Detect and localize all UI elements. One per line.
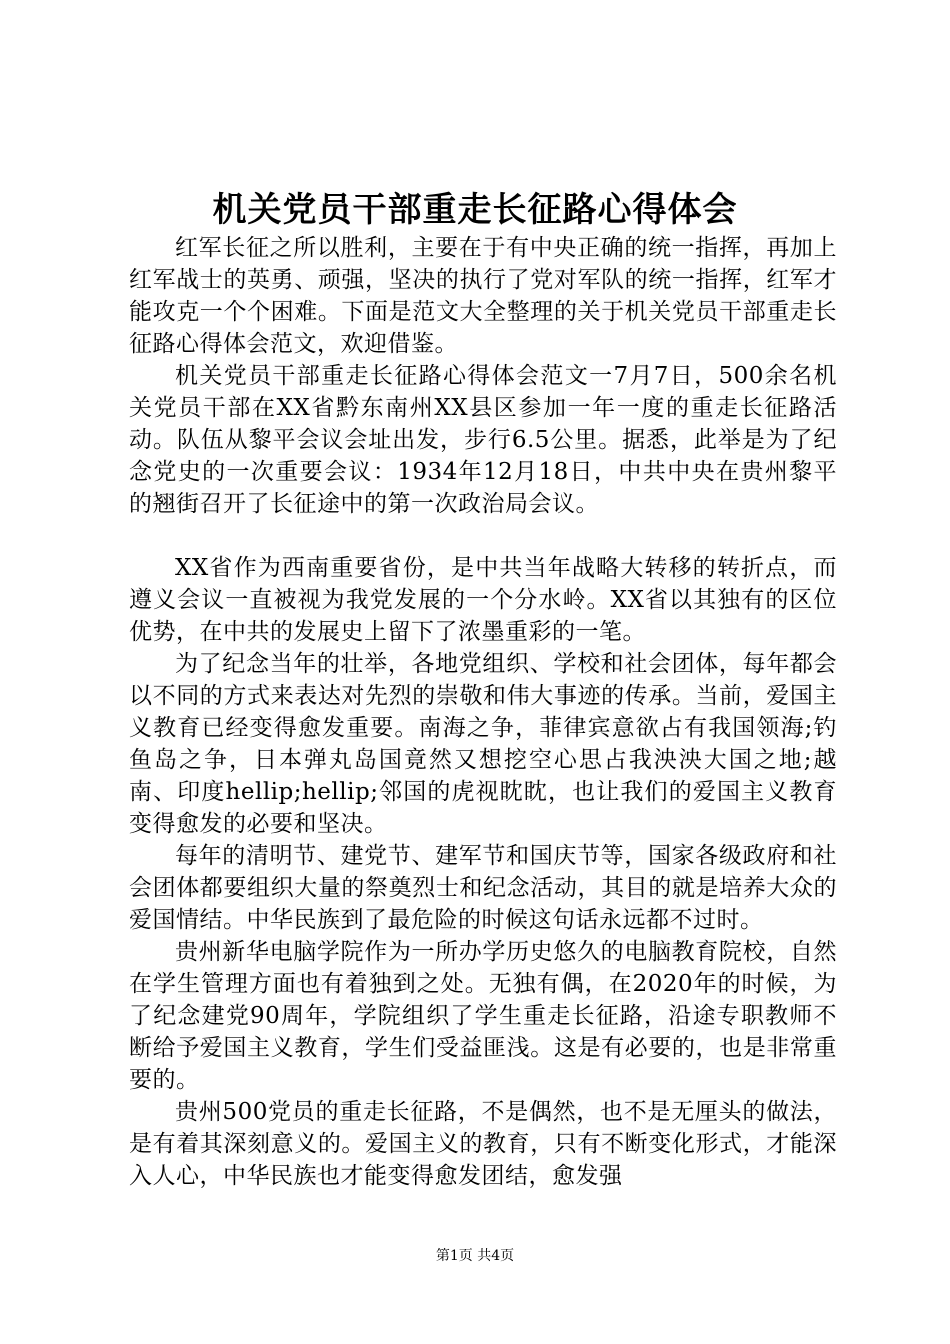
paragraph-essay-one-opening: 机关党员干部重走长征路心得体会范文一7月7日，500余名机关党员干部在XX省黔东南州XX县区参加一年一度的重走长征路活动。队伍从黎平会议会址出发，步行6.5公里。据悉，此举是为了纪念党史的一次重要会议：1934年12月18日，中共中央在贵州黎平的翘街召开了长征途中的第一次政治局会议。 bbox=[129, 363, 837, 517]
paragraph-holidays: 每年的清明节、建党节、建军节和国庆节等，国家各级政府和社会团体都要组织大量的祭奠烈士和纪念活动，其目的就是培养大众的爱国情结。中华民族到了最危险的时候这句话永远都不过时。 bbox=[129, 843, 837, 933]
paragraph-commemoration: 为了纪念当年的壮举，各地党组织、学校和社会团体，每年都会以不同的方式来表达对先烈的崇敬和伟大事迹的传承。当前，爱国主义教育已经变得愈发重要。南海之争，菲律宾意欲占有我国领海;钓鱼岛之争，日本弹丸岛国竟然又想挖空心思占我泱泱大国之地;越南、印度hellip;hellip;邻国的虎视眈眈，也让我们的爱国主义教育变得愈发的必要和坚决。 bbox=[129, 651, 837, 837]
page-number-footer: 第1页 共4页 bbox=[435, 1248, 515, 1264]
paragraph-province: XX省作为西南重要省份，是中共当年战略大转移的转折点，而遵义会议一直被视为我党发展的一个分水岭。XX省以其独有的区位优势，在中共的发展史上留下了浓墨重彩的一笔。 bbox=[129, 555, 837, 645]
document-title: 机关党员干部重走长征路心得体会 bbox=[212, 190, 738, 230]
paragraph-significance: 贵州500党员的重走长征路，不是偶然，也不是无厘头的做法，是有着其深刻意义的。爱国主义的教育，只有不断变化形式，才能深入人心，中华民族也才能变得愈发团结，愈发强 bbox=[129, 1099, 837, 1189]
paragraph-intro: 红军长征之所以胜利，主要在于有中央正确的统一指挥，再加上红军战士的英勇、顽强，坚决的执行了党对军队的统一指挥，红军才能攻克一个个困难。下面是范文大全整理的关于机关党员干部重走长征路心得体会范文，欢迎借鉴。 bbox=[129, 235, 837, 357]
document-body bbox=[129, 232, 837, 1192]
paragraph-college: 贵州新华电脑学院作为一所办学历史悠久的电脑教育院校，自然在学生管理方面也有着独到之处。无独有偶，在2020年的时候，为了纪念建党90周年，学院组织了学生重走长征路，沿途专职教师不断给予爱国主义教育，学生们受益匪浅。这是有必要的，也是非常重要的。 bbox=[129, 939, 837, 1093]
